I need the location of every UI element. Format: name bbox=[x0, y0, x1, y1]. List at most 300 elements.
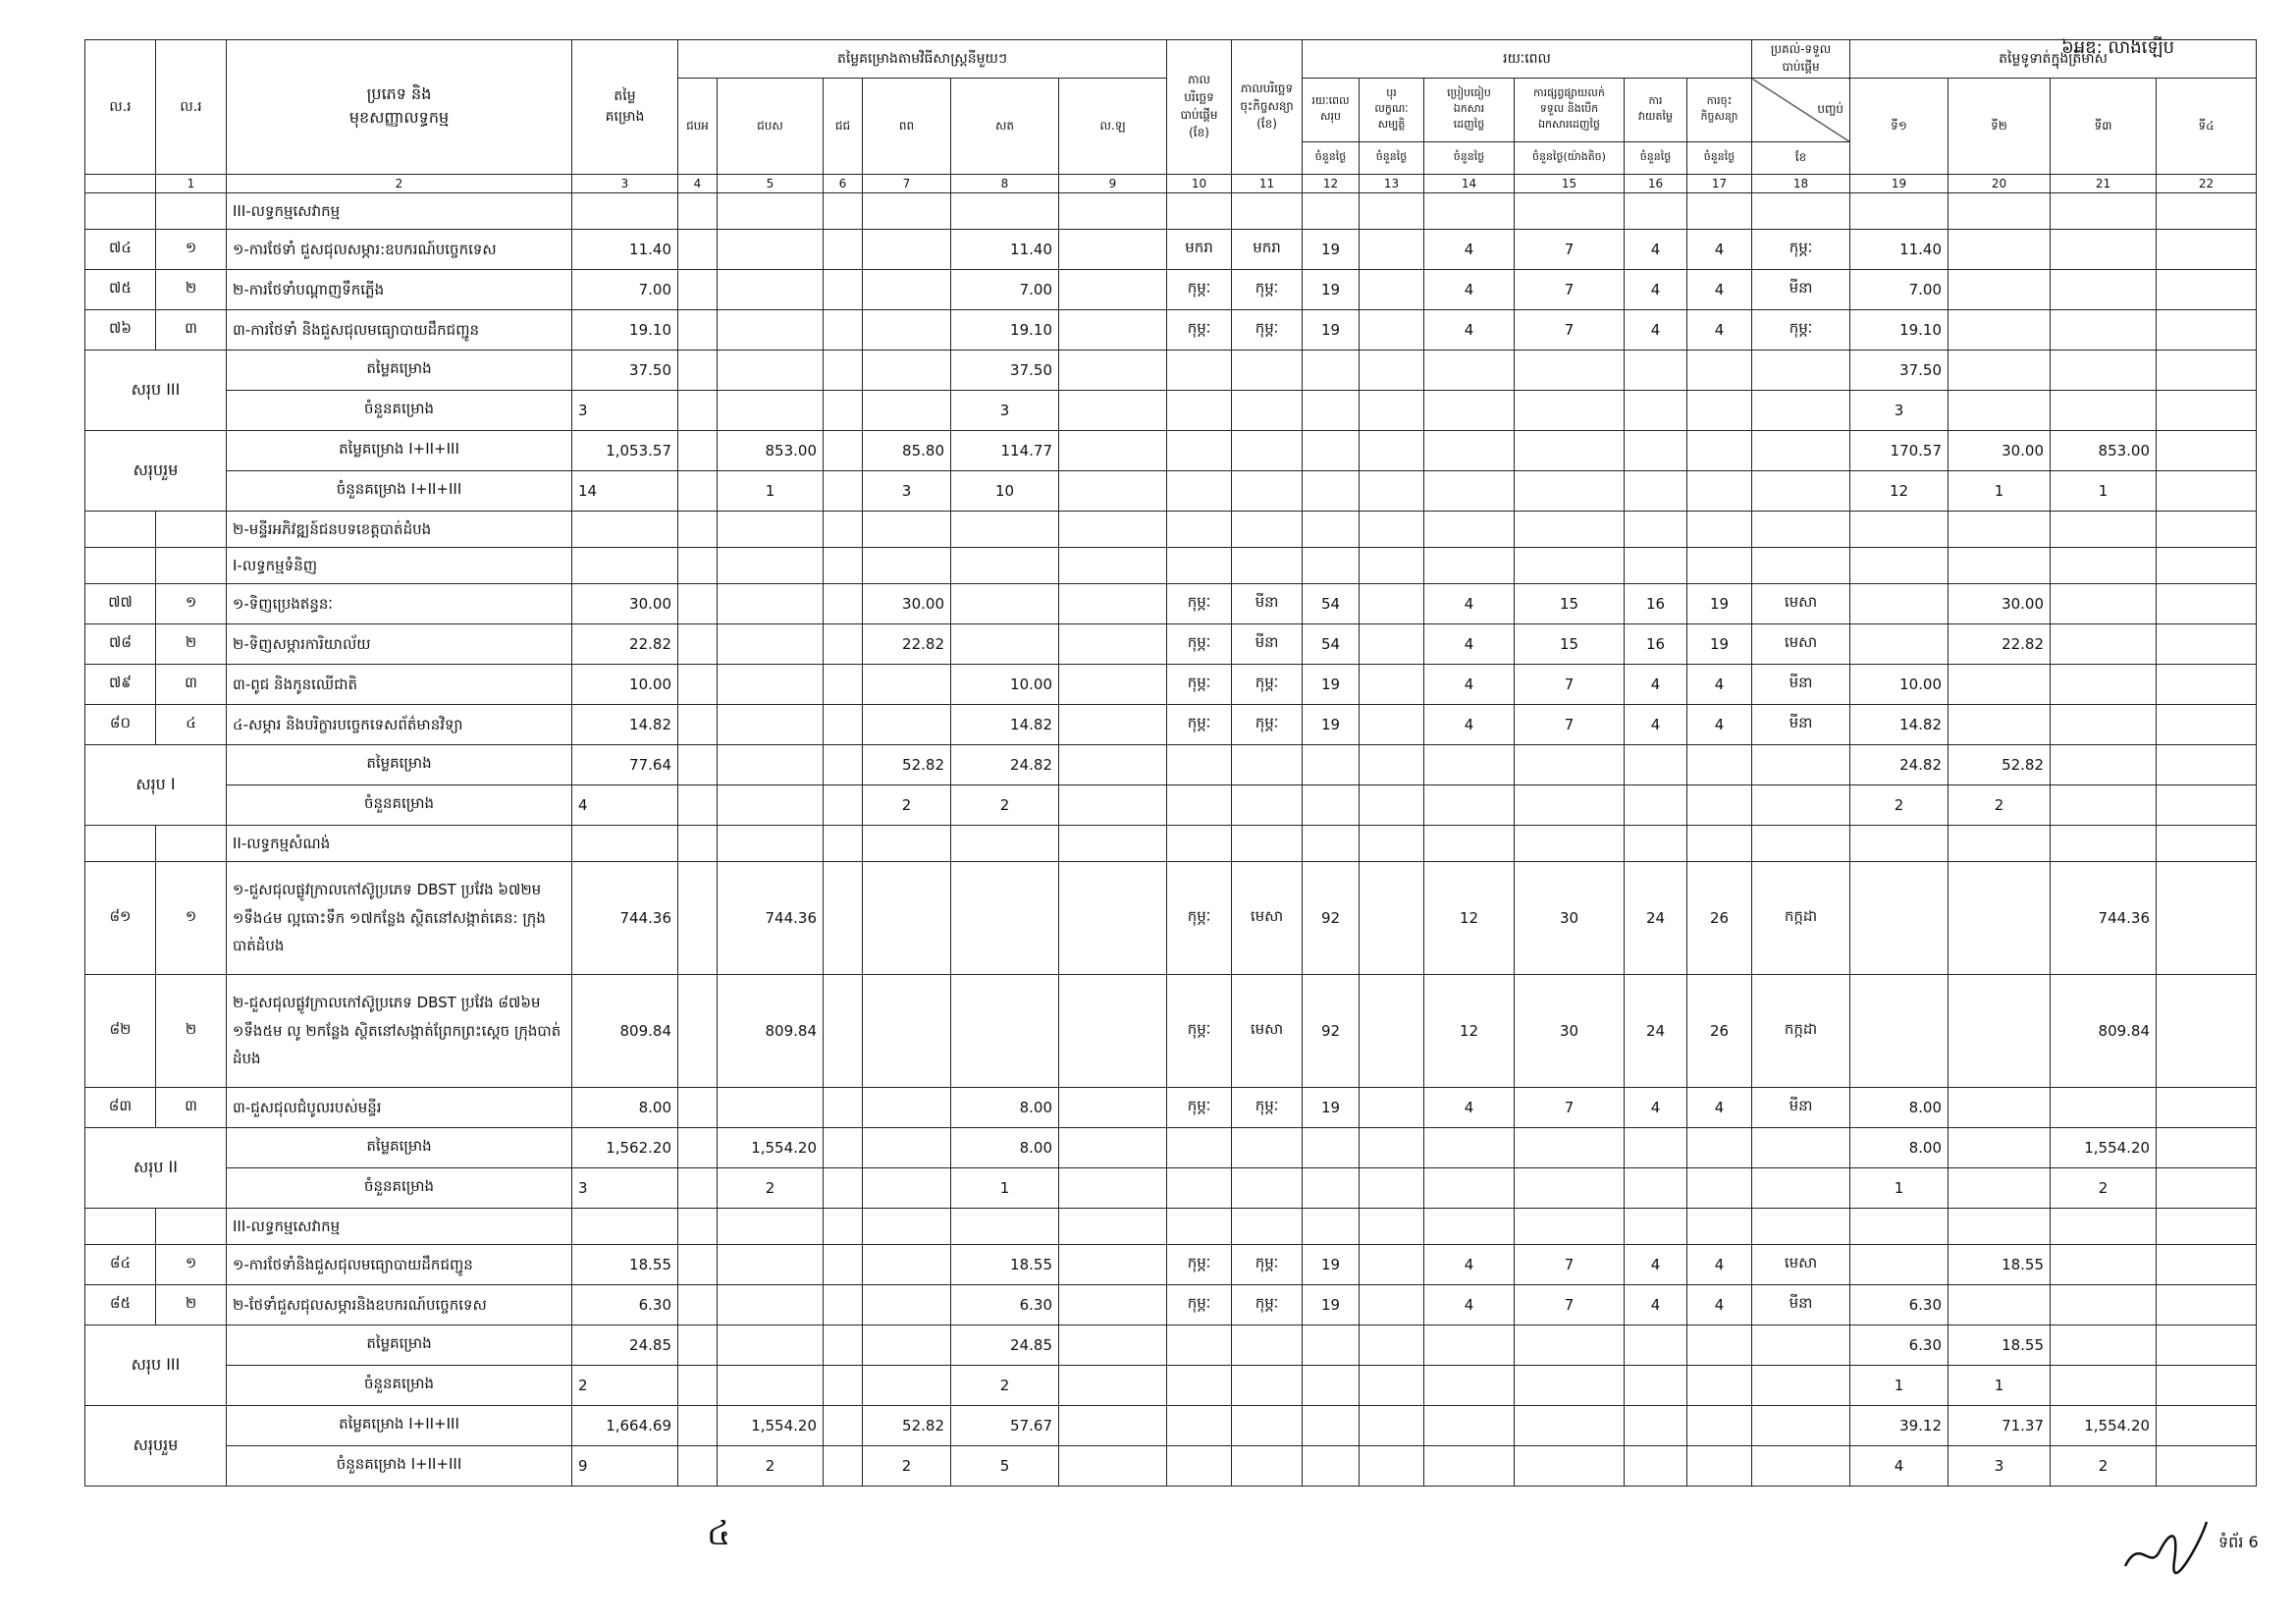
quarter-payment: 22.82 bbox=[1949, 624, 2051, 665]
duration-days: 54 bbox=[1303, 584, 1360, 624]
funding-value bbox=[718, 351, 824, 391]
duration-days: 19 bbox=[1303, 1245, 1360, 1285]
handover-month bbox=[1752, 1366, 1850, 1406]
duration-days: 4 bbox=[1424, 310, 1515, 351]
duration-days bbox=[1515, 1325, 1625, 1366]
cell-empty bbox=[718, 193, 824, 230]
funding-value: 1 bbox=[718, 471, 824, 512]
handover-month bbox=[1752, 391, 1850, 431]
duration-days bbox=[1360, 665, 1424, 705]
duration-days: 4 bbox=[1625, 1245, 1687, 1285]
time-subheader: ការ វាយតម្លៃ bbox=[1625, 79, 1687, 142]
quarter-payment: 1,554.20 bbox=[2051, 1128, 2157, 1168]
item-number: ៧៩ bbox=[85, 665, 156, 705]
cell-empty bbox=[1232, 193, 1303, 230]
cell-empty bbox=[85, 1209, 156, 1245]
duration-days: 4 bbox=[1687, 1285, 1752, 1325]
funding-value bbox=[678, 1088, 718, 1128]
cell-empty bbox=[1059, 826, 1167, 862]
duration-days: 4 bbox=[1687, 230, 1752, 270]
duration-days: 4 bbox=[1424, 1285, 1515, 1325]
summary-row bbox=[85, 351, 2257, 391]
duration-days: 4 bbox=[1424, 1088, 1515, 1128]
cell-empty bbox=[951, 548, 1059, 584]
cell-empty bbox=[1303, 548, 1360, 584]
cell-empty bbox=[1303, 512, 1360, 548]
funding-value bbox=[1059, 1325, 1167, 1366]
item-description: ចំនួនគម្រោង I+II+III bbox=[227, 1446, 572, 1487]
procurement-plan-table-wrapper bbox=[84, 39, 2257, 1487]
time-subheader: ការចុះ កិច្ចសន្យា bbox=[1687, 79, 1752, 142]
cell-empty bbox=[1515, 1209, 1625, 1245]
duration-days bbox=[1360, 1446, 1424, 1487]
quarter-payment: 12 bbox=[1850, 471, 1949, 512]
quarter-payment bbox=[2051, 1285, 2157, 1325]
cell-empty bbox=[572, 193, 678, 230]
funding-value bbox=[1059, 471, 1167, 512]
summary-label: សរុប III bbox=[85, 351, 227, 431]
cell-empty bbox=[1515, 826, 1625, 862]
duration-days: 4 bbox=[1687, 665, 1752, 705]
quarter-payment bbox=[2157, 624, 2257, 665]
duration-days bbox=[1424, 745, 1515, 785]
funding-value bbox=[863, 230, 951, 270]
item-sub-number: ២ bbox=[156, 1285, 227, 1325]
funding-value: 3 bbox=[863, 471, 951, 512]
handover-month bbox=[1752, 785, 1850, 826]
funding-value bbox=[1059, 1366, 1167, 1406]
cell-empty bbox=[1232, 826, 1303, 862]
funding-value: 24.82 bbox=[951, 745, 1059, 785]
col-header-18-mid: បញ្ចប់ bbox=[1752, 79, 1850, 142]
funding-value: 10 bbox=[951, 471, 1059, 512]
funding-value: 30.00 bbox=[863, 584, 951, 624]
table-header bbox=[85, 40, 2257, 193]
funding-value bbox=[824, 1446, 863, 1487]
cell-empty bbox=[156, 1209, 227, 1245]
funding-value: 18.55 bbox=[951, 1245, 1059, 1285]
funding-value bbox=[1059, 270, 1167, 310]
funding-value bbox=[863, 1366, 951, 1406]
cell-empty bbox=[1059, 1209, 1167, 1245]
funding-value bbox=[824, 624, 863, 665]
quarter-payment: 1 bbox=[1850, 1168, 1949, 1209]
funding-value: 85.80 bbox=[863, 431, 951, 471]
section-row bbox=[85, 826, 2257, 862]
funding-value bbox=[1059, 624, 1167, 665]
quarter-payment bbox=[1949, 270, 2051, 310]
cell-empty bbox=[863, 826, 951, 862]
duration-days: 4 bbox=[1424, 230, 1515, 270]
funding-value bbox=[678, 785, 718, 826]
estimate-value: 6.30 bbox=[572, 1285, 678, 1325]
funding-value bbox=[1059, 391, 1167, 431]
estimate-value: 3 bbox=[572, 1168, 678, 1209]
duration-days bbox=[1687, 391, 1752, 431]
duration-days bbox=[1625, 351, 1687, 391]
section-row bbox=[85, 193, 2257, 230]
cell-empty bbox=[1625, 1209, 1687, 1245]
time-subheader: ការផ្សព្វផ្សាយលក់ ទទួល និងបើក ឯកសារដេញថ្លៃ bbox=[1515, 79, 1625, 142]
quarter-payment bbox=[2157, 1168, 2257, 1209]
funding-value bbox=[1059, 745, 1167, 785]
funding-value bbox=[678, 862, 718, 975]
duration-days bbox=[1625, 1325, 1687, 1366]
duration-days: 7 bbox=[1515, 270, 1625, 310]
duration-days: 19 bbox=[1303, 665, 1360, 705]
quarter-payment: 52.82 bbox=[1949, 745, 2051, 785]
funding-value bbox=[718, 665, 824, 705]
cell-empty bbox=[678, 1209, 718, 1245]
funding-value bbox=[1059, 1446, 1167, 1487]
funding-value bbox=[678, 1325, 718, 1366]
quarter-payment bbox=[1949, 1168, 2051, 1209]
signature-mark bbox=[2120, 1517, 2209, 1586]
start-month bbox=[1167, 1406, 1232, 1446]
quarter-payment bbox=[1949, 391, 2051, 431]
start-month bbox=[1167, 1446, 1232, 1487]
funding-value: 2 bbox=[951, 785, 1059, 826]
funding-value: 14.82 bbox=[951, 705, 1059, 745]
funding-value bbox=[824, 745, 863, 785]
duration-days bbox=[1360, 391, 1424, 431]
col-header-10: ភាល បរិច្ឆេទ បាប់ផ្តើម (ខែ) bbox=[1167, 40, 1232, 175]
funding-value bbox=[678, 1366, 718, 1406]
duration-days bbox=[1625, 391, 1687, 431]
quarter-payment bbox=[2157, 230, 2257, 270]
handover-month: កក្កដា bbox=[1752, 862, 1850, 975]
column-number: 8 bbox=[951, 175, 1059, 193]
funding-value bbox=[678, 471, 718, 512]
column-number: 14 bbox=[1424, 175, 1515, 193]
start-month bbox=[1167, 1168, 1232, 1209]
quarter-payment: 37.50 bbox=[1850, 351, 1949, 391]
quarter-payment: 18.55 bbox=[1949, 1245, 2051, 1285]
quarter-payment bbox=[2157, 270, 2257, 310]
cell-empty bbox=[863, 1209, 951, 1245]
duration-days bbox=[1424, 1446, 1515, 1487]
duration-days: 4 bbox=[1424, 1245, 1515, 1285]
duration-days bbox=[1360, 471, 1424, 512]
quarter-payment bbox=[2051, 785, 2157, 826]
duration-days: 19 bbox=[1303, 270, 1360, 310]
cell-empty bbox=[718, 512, 824, 548]
funding-value bbox=[824, 1406, 863, 1446]
item-number: ៧៥ bbox=[85, 270, 156, 310]
funding-value: 2 bbox=[863, 1446, 951, 1487]
duration-days bbox=[1687, 785, 1752, 826]
column-number: 4 bbox=[678, 175, 718, 193]
cell-empty bbox=[1687, 826, 1752, 862]
item-number: ៨១ bbox=[85, 862, 156, 975]
start-month: កុម្ភៈ bbox=[1167, 310, 1232, 351]
cell-empty bbox=[1167, 826, 1232, 862]
cell-empty bbox=[1687, 548, 1752, 584]
quarter-payment bbox=[2157, 310, 2257, 351]
estimate-value: 1,664.69 bbox=[572, 1406, 678, 1446]
item-sub-number: ៣ bbox=[156, 665, 227, 705]
quarter-payment bbox=[2051, 310, 2157, 351]
cell-empty bbox=[1424, 1209, 1515, 1245]
quarter-payment: 1 bbox=[1850, 1366, 1949, 1406]
duration-days bbox=[1687, 351, 1752, 391]
cell-empty bbox=[863, 512, 951, 548]
funding-value bbox=[824, 471, 863, 512]
cell-empty bbox=[1303, 193, 1360, 230]
funding-value bbox=[718, 745, 824, 785]
cell-empty bbox=[1360, 193, 1424, 230]
cell-empty bbox=[1167, 512, 1232, 548]
cell-empty bbox=[156, 193, 227, 230]
contract-month bbox=[1232, 1168, 1303, 1209]
item-description: ២-ថែទាំជួសជុលសម្ភារនិងឧបករណ៍បច្ចេកទេស bbox=[227, 1285, 572, 1325]
funding-value bbox=[718, 310, 824, 351]
handover-month: មីនា bbox=[1752, 270, 1850, 310]
duration-days: 4 bbox=[1687, 705, 1752, 745]
quarter-payment: 744.36 bbox=[2051, 862, 2157, 975]
funding-subheader: ជជ bbox=[824, 79, 863, 175]
time-unit: ចំនួនថ្ងៃ bbox=[1424, 142, 1515, 175]
cell-empty bbox=[863, 193, 951, 230]
duration-days bbox=[1625, 785, 1687, 826]
column-number: 16 bbox=[1625, 175, 1687, 193]
col-header-estimate: តម្លៃ គម្រោង bbox=[572, 40, 678, 175]
cell-empty bbox=[1059, 193, 1167, 230]
section-row bbox=[85, 512, 2257, 548]
cell-empty bbox=[1625, 548, 1687, 584]
duration-days bbox=[1424, 785, 1515, 826]
group-header-funding: តម្លៃគម្រោងតាមវិធីសាស្ត្រនីមួយៗ bbox=[678, 40, 1167, 79]
funding-value bbox=[678, 1406, 718, 1446]
item-description: តម្លៃគម្រោង bbox=[227, 745, 572, 785]
quarter-payment: 1 bbox=[1949, 471, 2051, 512]
cell-empty bbox=[824, 512, 863, 548]
funding-value: 3 bbox=[951, 391, 1059, 431]
cell-empty bbox=[951, 193, 1059, 230]
quarter-payment: 853.00 bbox=[2051, 431, 2157, 471]
start-month bbox=[1167, 391, 1232, 431]
duration-days: 4 bbox=[1687, 1245, 1752, 1285]
quarter-payment bbox=[2157, 1128, 2257, 1168]
estimate-value: 22.82 bbox=[572, 624, 678, 665]
funding-value: 1 bbox=[951, 1168, 1059, 1209]
section-title: ២-មន្ទីរអភិវឌ្ឍន៍ជនបទខេត្តបាត់ដំបង bbox=[227, 512, 572, 548]
duration-days bbox=[1303, 431, 1360, 471]
funding-value bbox=[718, 1285, 824, 1325]
column-number: 7 bbox=[863, 175, 951, 193]
cell-empty bbox=[1850, 826, 1949, 862]
funding-value: 2 bbox=[863, 785, 951, 826]
duration-days: 4 bbox=[1625, 1285, 1687, 1325]
funding-value bbox=[824, 1325, 863, 1366]
funding-value bbox=[824, 975, 863, 1088]
quarter-payment bbox=[2051, 705, 2157, 745]
funding-value: 52.82 bbox=[863, 745, 951, 785]
funding-value: 8.00 bbox=[951, 1088, 1059, 1128]
cell-empty bbox=[678, 193, 718, 230]
funding-value bbox=[824, 705, 863, 745]
column-number: 10 bbox=[1167, 175, 1232, 193]
funding-value: 7.00 bbox=[951, 270, 1059, 310]
quarter-payment bbox=[1949, 310, 2051, 351]
funding-value bbox=[718, 785, 824, 826]
cell-empty bbox=[718, 548, 824, 584]
item-description: ៣-ពូជ និងកូនឈើជាតិ bbox=[227, 665, 572, 705]
quarter-payment bbox=[1949, 351, 2051, 391]
funding-value bbox=[1059, 584, 1167, 624]
handover-month bbox=[1752, 1446, 1850, 1487]
funding-value bbox=[824, 1285, 863, 1325]
duration-days bbox=[1360, 1128, 1424, 1168]
duration-days bbox=[1424, 351, 1515, 391]
duration-days bbox=[1360, 1168, 1424, 1209]
duration-days bbox=[1303, 391, 1360, 431]
summary-row bbox=[85, 471, 2257, 512]
cell-empty bbox=[678, 512, 718, 548]
funding-value bbox=[718, 1325, 824, 1366]
duration-days bbox=[1515, 471, 1625, 512]
funding-value: 853.00 bbox=[718, 431, 824, 471]
cell-empty bbox=[2051, 548, 2157, 584]
estimate-value: 3 bbox=[572, 391, 678, 431]
duration-days: 4 bbox=[1424, 624, 1515, 665]
handover-month: មីនា bbox=[1752, 1088, 1850, 1128]
funding-value bbox=[678, 1128, 718, 1168]
col-header-no1: ល.រ bbox=[85, 40, 156, 175]
funding-value: 2 bbox=[951, 1366, 1059, 1406]
duration-days bbox=[1515, 431, 1625, 471]
contract-month bbox=[1232, 1128, 1303, 1168]
duration-days bbox=[1360, 230, 1424, 270]
duration-days: 4 bbox=[1424, 665, 1515, 705]
handover-month: មីនា bbox=[1752, 1285, 1850, 1325]
estimate-value: 11.40 bbox=[572, 230, 678, 270]
item-description: ១-ទិញប្រេងឥន្ធនៈ bbox=[227, 584, 572, 624]
item-description: ២-ជួសជុលផ្លូវក្រាលកៅស៊ូប្រភេទ DBST ប្រវែង ៨៧៦ម ១ទឹង៥ម លូ ២កន្លែង ស្ថិតនៅសង្កាត់ព្រែកព្រះស្តេច ក្រុងបាត់ដំបង bbox=[227, 975, 572, 1088]
column-number: 21 bbox=[2051, 175, 2157, 193]
handover-month: មេសា bbox=[1752, 624, 1850, 665]
quarter-payment bbox=[2157, 471, 2257, 512]
funding-value bbox=[1059, 705, 1167, 745]
cell-empty bbox=[2051, 512, 2157, 548]
duration-days bbox=[1424, 1366, 1515, 1406]
table-row bbox=[85, 665, 2257, 705]
duration-days bbox=[1360, 1245, 1424, 1285]
quarter-payment bbox=[2051, 351, 2157, 391]
item-sub-number: ១ bbox=[156, 230, 227, 270]
item-number: ៨២ bbox=[85, 975, 156, 1088]
item-sub-number: ១ bbox=[156, 862, 227, 975]
quarter-payment bbox=[2157, 1245, 2257, 1285]
funding-value bbox=[951, 862, 1059, 975]
funding-value bbox=[678, 230, 718, 270]
column-number: 12 bbox=[1303, 175, 1360, 193]
duration-days: 19 bbox=[1687, 584, 1752, 624]
estimate-value: 1,053.57 bbox=[572, 431, 678, 471]
cell-empty bbox=[2051, 1209, 2157, 1245]
funding-value bbox=[824, 270, 863, 310]
time-unit: ចំនួនថ្ងៃ bbox=[1687, 142, 1752, 175]
cell-empty bbox=[718, 1209, 824, 1245]
funding-value bbox=[718, 270, 824, 310]
summary-label: សរុប II bbox=[85, 1128, 227, 1209]
funding-value bbox=[863, 391, 951, 431]
quarter-payment: 6.30 bbox=[1850, 1285, 1949, 1325]
quarter-payment bbox=[2157, 351, 2257, 391]
funding-value bbox=[863, 1168, 951, 1209]
page-corner-label: ៦អឌ: លាងឡើប bbox=[2061, 37, 2175, 58]
quarter-payment bbox=[1949, 705, 2051, 745]
duration-days bbox=[1303, 1366, 1360, 1406]
start-month: កុម្ភៈ bbox=[1167, 270, 1232, 310]
cell-empty bbox=[678, 548, 718, 584]
quarter-payment: 809.84 bbox=[2051, 975, 2157, 1088]
quarter-payment bbox=[2051, 745, 2157, 785]
quarter-payment bbox=[2051, 1366, 2157, 1406]
item-description: តម្លៃគម្រោង bbox=[227, 1128, 572, 1168]
handover-month bbox=[1752, 351, 1850, 391]
funding-value bbox=[678, 270, 718, 310]
funding-value bbox=[1059, 975, 1167, 1088]
item-description: តម្លៃគម្រោង bbox=[227, 351, 572, 391]
quarter-payment bbox=[1949, 230, 2051, 270]
duration-days bbox=[1424, 471, 1515, 512]
procurement-plan-table bbox=[84, 39, 2257, 1487]
funding-value bbox=[678, 1245, 718, 1285]
estimate-value: 2 bbox=[572, 1366, 678, 1406]
funding-value bbox=[718, 230, 824, 270]
cell-empty bbox=[1687, 512, 1752, 548]
start-month bbox=[1167, 745, 1232, 785]
contract-month bbox=[1232, 1325, 1303, 1366]
funding-value bbox=[824, 1168, 863, 1209]
funding-value: 6.30 bbox=[951, 1285, 1059, 1325]
quarter-payment: 10.00 bbox=[1850, 665, 1949, 705]
contract-month bbox=[1232, 431, 1303, 471]
cell-empty bbox=[1687, 193, 1752, 230]
summary-row bbox=[85, 785, 2257, 826]
funding-value bbox=[678, 584, 718, 624]
funding-value: 8.00 bbox=[951, 1128, 1059, 1168]
cell-empty bbox=[1059, 512, 1167, 548]
item-description: តម្លៃគម្រោង I+II+III bbox=[227, 1406, 572, 1446]
funding-value bbox=[678, 1446, 718, 1487]
duration-days: 26 bbox=[1687, 862, 1752, 975]
cell-empty bbox=[1303, 826, 1360, 862]
quarter-payment bbox=[2157, 1446, 2257, 1487]
cell-empty bbox=[951, 512, 1059, 548]
column-number: 13 bbox=[1360, 175, 1424, 193]
estimate-value: 8.00 bbox=[572, 1088, 678, 1128]
cell-empty bbox=[1515, 193, 1625, 230]
duration-days: 26 bbox=[1687, 975, 1752, 1088]
funding-value: 1,554.20 bbox=[718, 1128, 824, 1168]
duration-days: 19 bbox=[1687, 624, 1752, 665]
duration-days: 4 bbox=[1424, 270, 1515, 310]
column-number-row bbox=[85, 175, 2257, 193]
duration-days bbox=[1360, 745, 1424, 785]
cell-empty bbox=[2051, 826, 2157, 862]
cell-empty bbox=[1360, 512, 1424, 548]
duration-days bbox=[1687, 1128, 1752, 1168]
estimate-value: 14 bbox=[572, 471, 678, 512]
section-title: III-លទ្ធកម្មសេវាកម្ម bbox=[227, 193, 572, 230]
duration-days: 30 bbox=[1515, 975, 1625, 1088]
funding-value: 22.82 bbox=[863, 624, 951, 665]
duration-days bbox=[1360, 785, 1424, 826]
handover-month: កុម្ភៈ bbox=[1752, 230, 1850, 270]
duration-days bbox=[1360, 1366, 1424, 1406]
